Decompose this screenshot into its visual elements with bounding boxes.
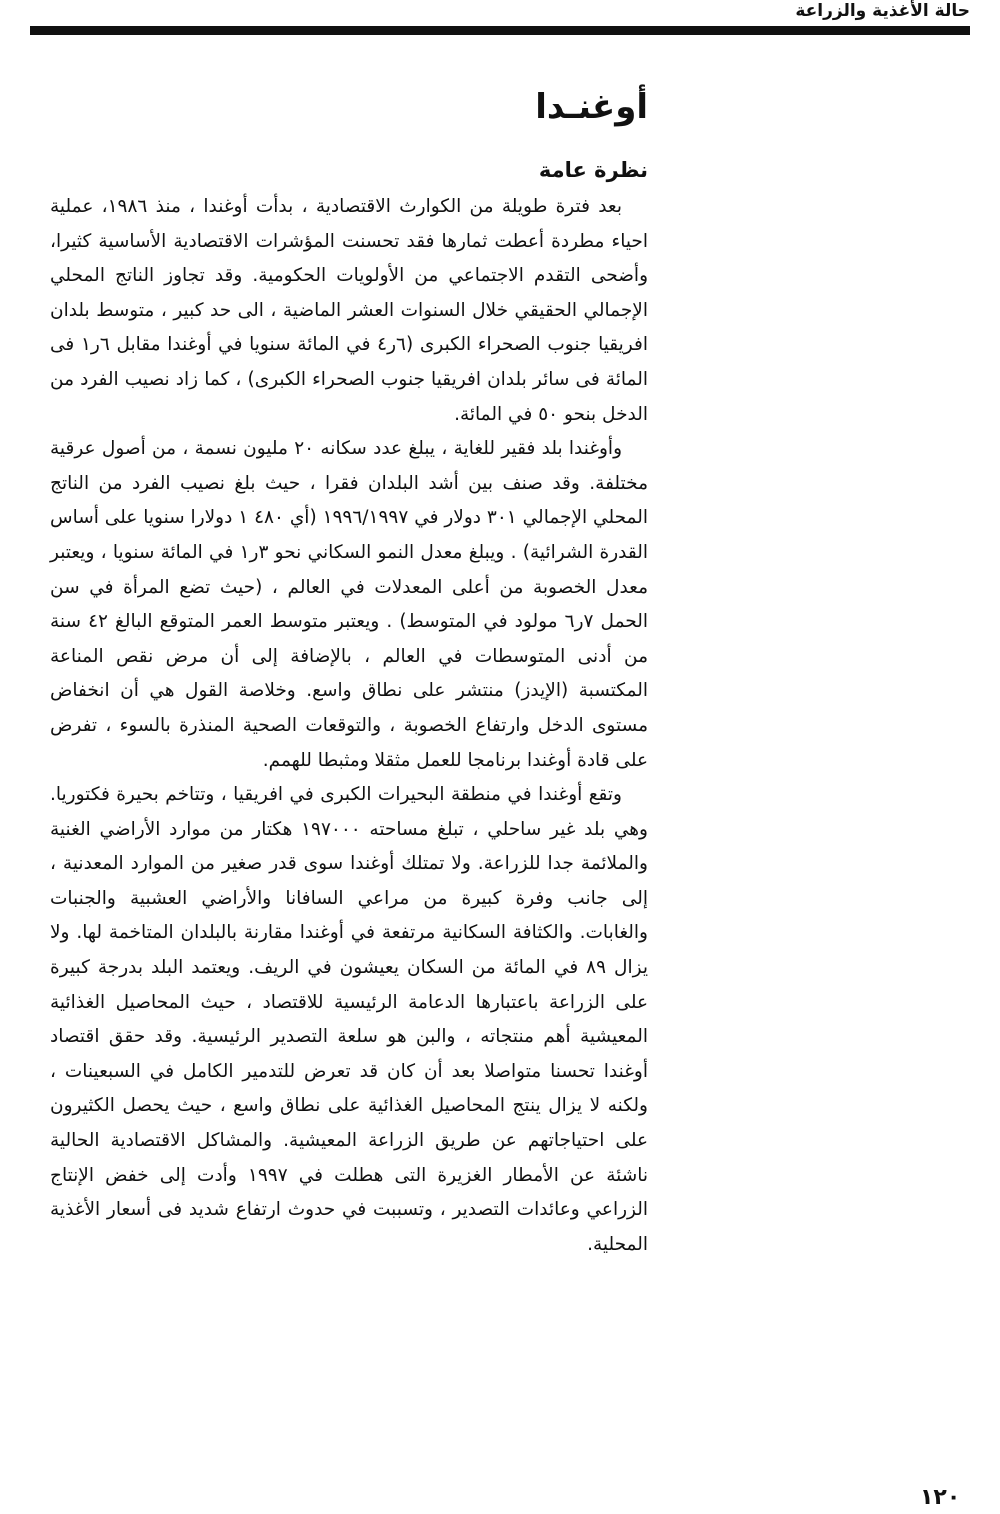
paragraph-overview: بعد فترة طويلة من الكوارث الاقتصادية ، بدأت أوغندا ، منذ ١٩٨٦، عملية احياء مطردة أعطت ثمارها فقد تحسنت المؤشرات الاقتصادية الأساسية كثيرا، وأضحى التقدم الاجتماعي من الأولويات الحكومية. وقد تجاوز الناتج المحلي الإجمالي الحقيقي خلال السنوات العشر الماضية ، الى حد كبير ، متوسط بلدان افريقيا جنوب الصحراء الكبرى (٦ر٤ في المائة سنويا في أوغندا مقابل ٦ر١ فى المائة فى سائر بلدان افريقيا جنوب الصحراء الكبرى) ، كما زاد نصيب الفرد من الدخل بنحو ٥٠ في المائة. xyxy=(50,196,648,425)
header-rule xyxy=(30,26,970,35)
paragraph-geography: وتقع أوغندا في منطقة البحيرات الكبرى في افريقيا ، وتتاخم بحيرة فكتوريا. وهي بلد غير ساحلي ، تبلغ مساحته ١٩٧٠٠٠ هكتار من موارد الأراضي الغنية والملائمة جدا للزراعة. ولا تمتلك أوغندا سوى قدر صغير من الموارد المعدنية ، إلى جانب وفرة كبيرة من مراعي السافانا والأراضي العشبية والجنبات والغابات. والكثافة السكانية مرتفعة في أوغندا مقارنة بالبلدان المتاخمة لها. ولا يزال ٨٩ في المائة من السكان يعيشون في الريف. ويعتمد البلد بدرجة كبيرة على الزراعة باعتبارها الدعامة الرئيسية للاقتصاد ، حيث المحاصيل الغذائية المعيشية أهم منتجاته ، والبن هو سلعة التصدير الرئيسية. وقد حقق اقتصاد أوغندا تحسنا متواصلا بعد أن كان قد تعرض للتدمير الكامل في السبعينات ، ولكنه لا يزال ينتج المحاصيل الغذائية على نطاق واسع ، حيث يحصل الكثيرون على احتياجاتهم عن طريق الزراعة المعيشية. والمشاكل الاقتصادية الحالية ناشئة عن الأمطار الغزيرة التى هطلت في ١٩٩٧ وأدت إلى خفض الإنتاج الزراعي وعائدات التصدير ، وتسببت في حدوث ارتفاع شديد فى أسعار الأغذية المحلية. xyxy=(50,784,648,1255)
paragraph-population: وأوغندا بلد فقير للغاية ، يبلغ عدد سكانه ٢٠ مليون نسمة ، من أصول عرقية مختلفة. وقد صنف بين أشد البلدان فقرا ، حيث بلغ نصيب الفرد من الناتج المحلي الإجمالي ٣٠١ دولار في ١٩٩٦/١٩٩٧ (أي ٤٨٠ ١ دولارا سنويا على أساس القدرة الشرائية) . ويبلغ معدل النمو السكاني نحو ٣ر١ في المائة سنويا ، ويعتبر معدل الخصوبة من أعلى المعدلات في العالم ، (حيث تضع المرأة في سن الحمل ٧ر٦ مولود في المتوسط) . ويعتبر متوسط العمر المتوقع البالغ ٤٢ سنة من أدنى المتوسطات في العالم ، بالإضافة إلى أن مرض نقص المناعة المكتسبة (الإيدز) منتشر على نطاق واسع. وخلاصة القول هي أن انخفاض مستوى الدخل وارتفاع الخصوبة ، والتوقعات الصحية المنذرة بالسوء ، تفرض على قادة أوغندا برنامجا للعمل مثقلا ومثبطا للهمم. xyxy=(50,438,649,771)
page-number: ١٢٠ xyxy=(920,1485,961,1510)
text-column xyxy=(50,82,648,1262)
section-subtitle: نظرة عامة xyxy=(538,158,648,182)
running-header: حالة الأغذية والزراعة xyxy=(795,1,970,21)
section-title: أوغنـدا xyxy=(535,87,648,127)
